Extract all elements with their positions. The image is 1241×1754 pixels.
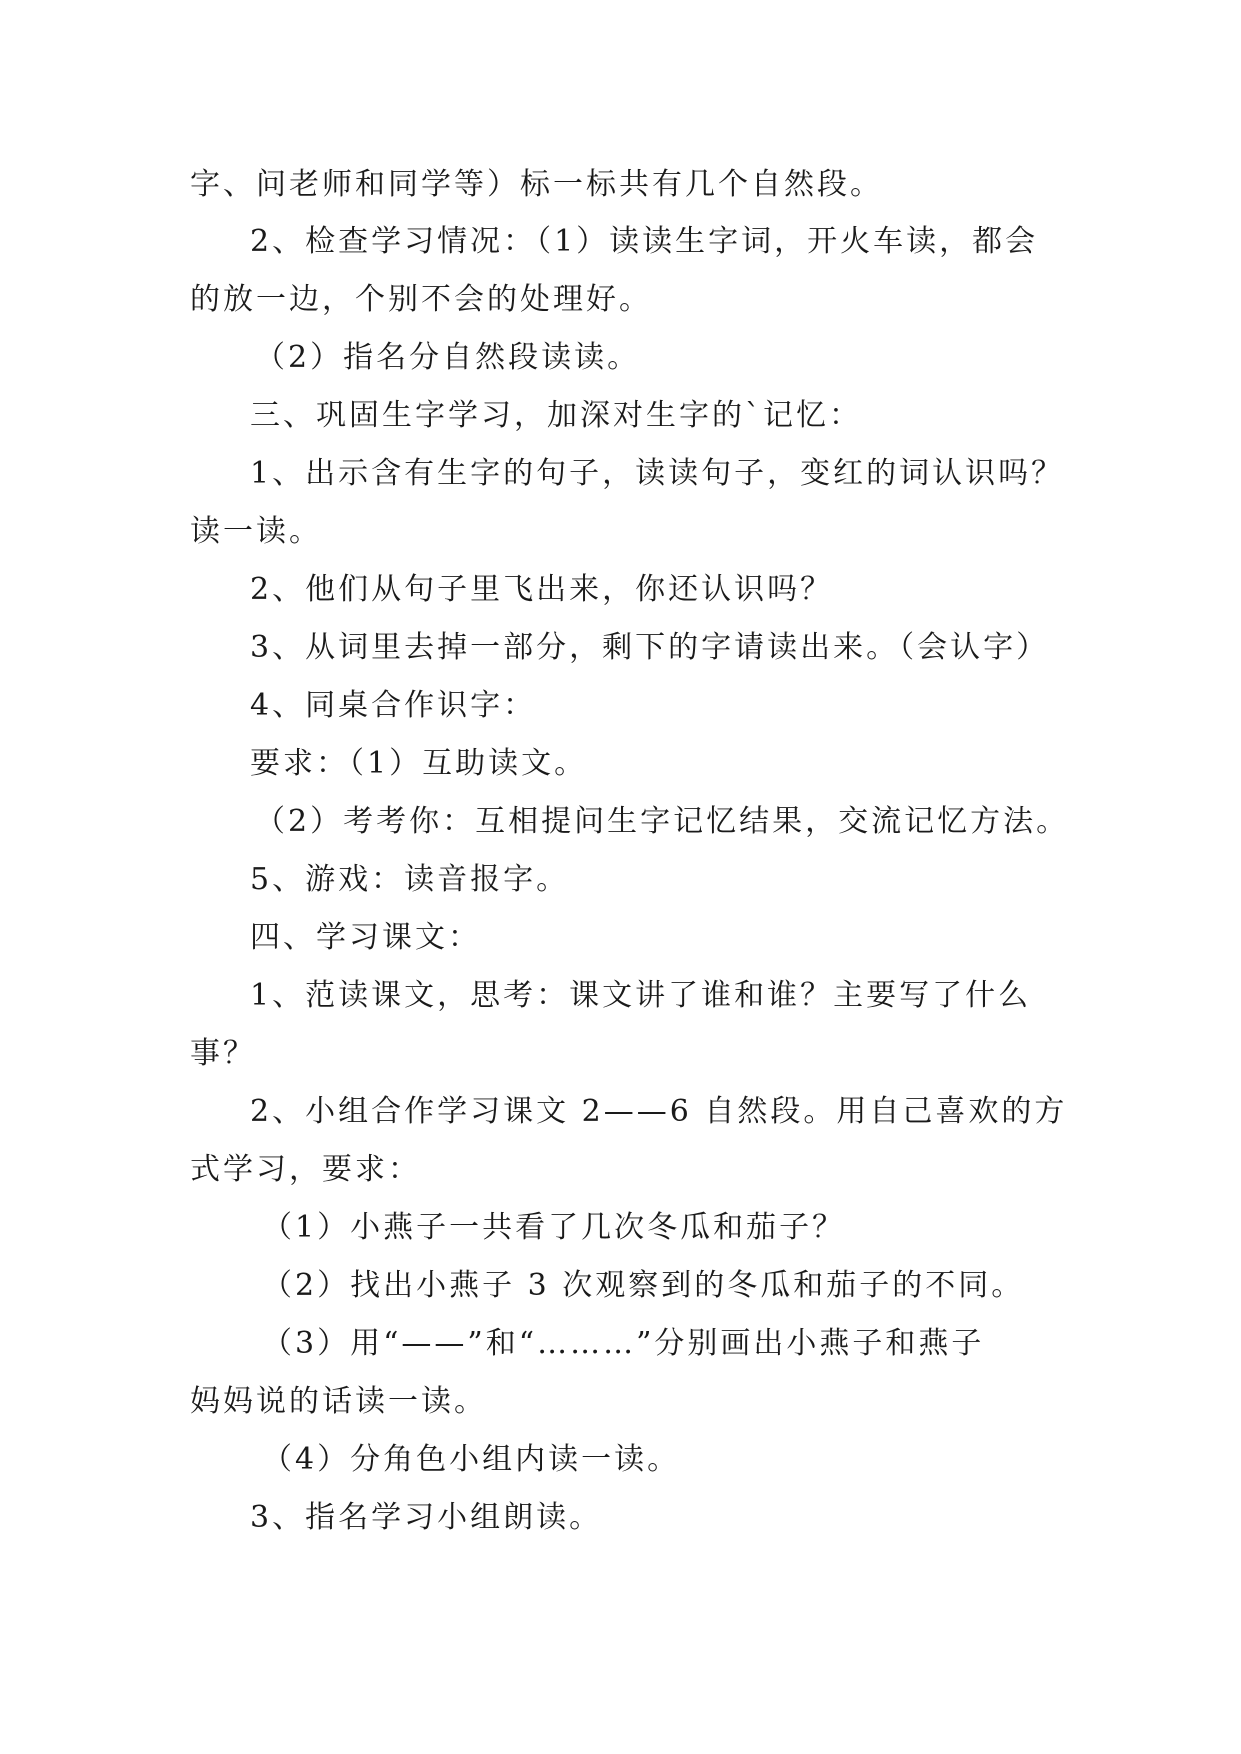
text-line: 字、问老师和同学等）标一标共有几个自然段。 — [190, 167, 883, 202]
text-line: 3、从词里去掉一部分，剩下的字请读出来。（会认字） — [250, 630, 1050, 665]
text-line: 2、检查学习情况：（1）读读生字词，开火车读，都会 — [250, 224, 1039, 259]
text-line: 三、巩固生字学习，加深对生字的`记忆： — [250, 398, 862, 433]
text-line: （4）分角色小组内读一读。 — [262, 1442, 681, 1477]
text-line: 4、同桌合作识字： — [250, 688, 537, 723]
text-line: 1、范读课文，思考：课文讲了谁和谁？主要写了什么 — [250, 978, 1032, 1013]
text-line: （2）找出小燕子 3 次观察到的冬瓜和茄子的不同。 — [262, 1268, 1025, 1303]
text-line: 3、指名学习小组朗读。 — [250, 1500, 603, 1535]
text-line: （3）用“——”和“………”分别画出小燕子和燕子 — [262, 1326, 985, 1361]
text-line: 事？ — [190, 1036, 256, 1071]
text-line: 妈妈说的话读一读。 — [190, 1384, 487, 1419]
text-line: 5、游戏：读音报字。 — [250, 862, 570, 897]
text-line: 2、他们从句子里飞出来，你还认识吗？ — [250, 572, 834, 607]
text-line: 要求：（1）互助读文。 — [250, 746, 588, 781]
text-line: （2）指名分自然段读读。 — [255, 340, 641, 375]
text-line: （2）考考你：互相提问生字记忆结果，交流记忆方法。 — [255, 804, 1070, 839]
text-line: 2、小组合作学习课文 2——6 自然段。用自己喜欢的方 — [250, 1094, 1068, 1129]
text-line: （1）小燕子一共看了几次冬瓜和茄子？ — [262, 1210, 846, 1245]
text-line: 四、学习课文： — [250, 920, 481, 955]
text-line: 式学习，要求： — [190, 1152, 421, 1187]
text-line: 读一读。 — [190, 514, 322, 549]
text-line: 的放一边，个别不会的处理好。 — [190, 282, 652, 317]
text-line: 1、出示含有生字的句子，读读句子，变红的词认识吗？ — [250, 456, 1065, 491]
